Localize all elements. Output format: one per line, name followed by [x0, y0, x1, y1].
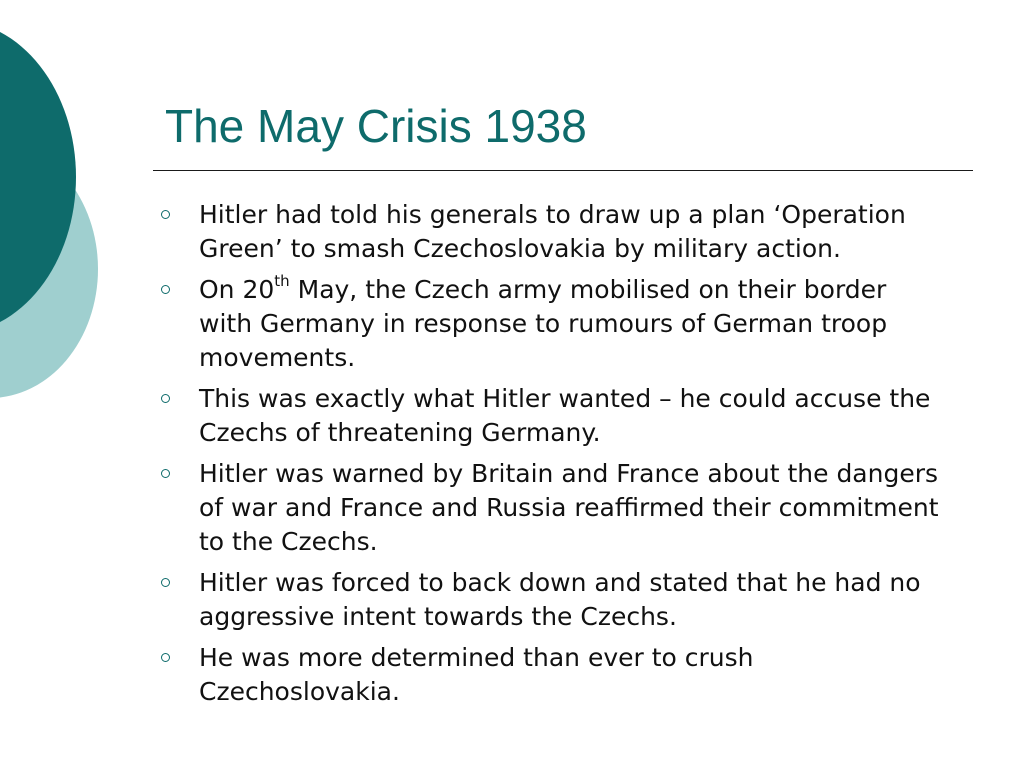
bullet-item [155, 382, 945, 450]
bullet-item [155, 198, 945, 266]
ordinal-superscript: th [274, 271, 290, 290]
bullet-text: Hitler was warned by Britain and France about the dangers of war and France and Russia reaffirmed their commitment to the Czechs. [199, 459, 939, 556]
bullet-item [155, 641, 945, 709]
title-divider [153, 170, 973, 171]
slide-title: The May Crisis 1938 [165, 100, 587, 152]
bullet-item [155, 457, 945, 559]
bullet-text: He was more determined than ever to crush Czechoslovakia. [199, 643, 754, 706]
bullet-item [155, 273, 945, 375]
bullet-icon [161, 210, 170, 219]
bullet-text: This was exactly what Hitler wanted – he could accuse the Czechs of threatening Germany. [199, 384, 931, 447]
bullet-text-after: May, the Czech army mobilised on their border with Germany in response to rumours of German troop movements. [199, 275, 888, 372]
bullet-text-before: On 20 [199, 275, 275, 304]
bullet-icon [161, 653, 170, 662]
bullet-text: Hitler was forced to back down and stated that he had no aggressive intent towards the Czechs. [199, 568, 921, 631]
bullet-icon [161, 285, 170, 294]
bullet-icon [161, 394, 170, 403]
bullet-text: Hitler had told his generals to draw up a plan ‘Operation Green’ to smash Czechoslovakia by military action. [199, 200, 906, 263]
bullet-icon [161, 469, 170, 478]
bullet-item [155, 566, 945, 634]
bullet-list [155, 198, 945, 716]
bullet-icon [161, 578, 170, 587]
